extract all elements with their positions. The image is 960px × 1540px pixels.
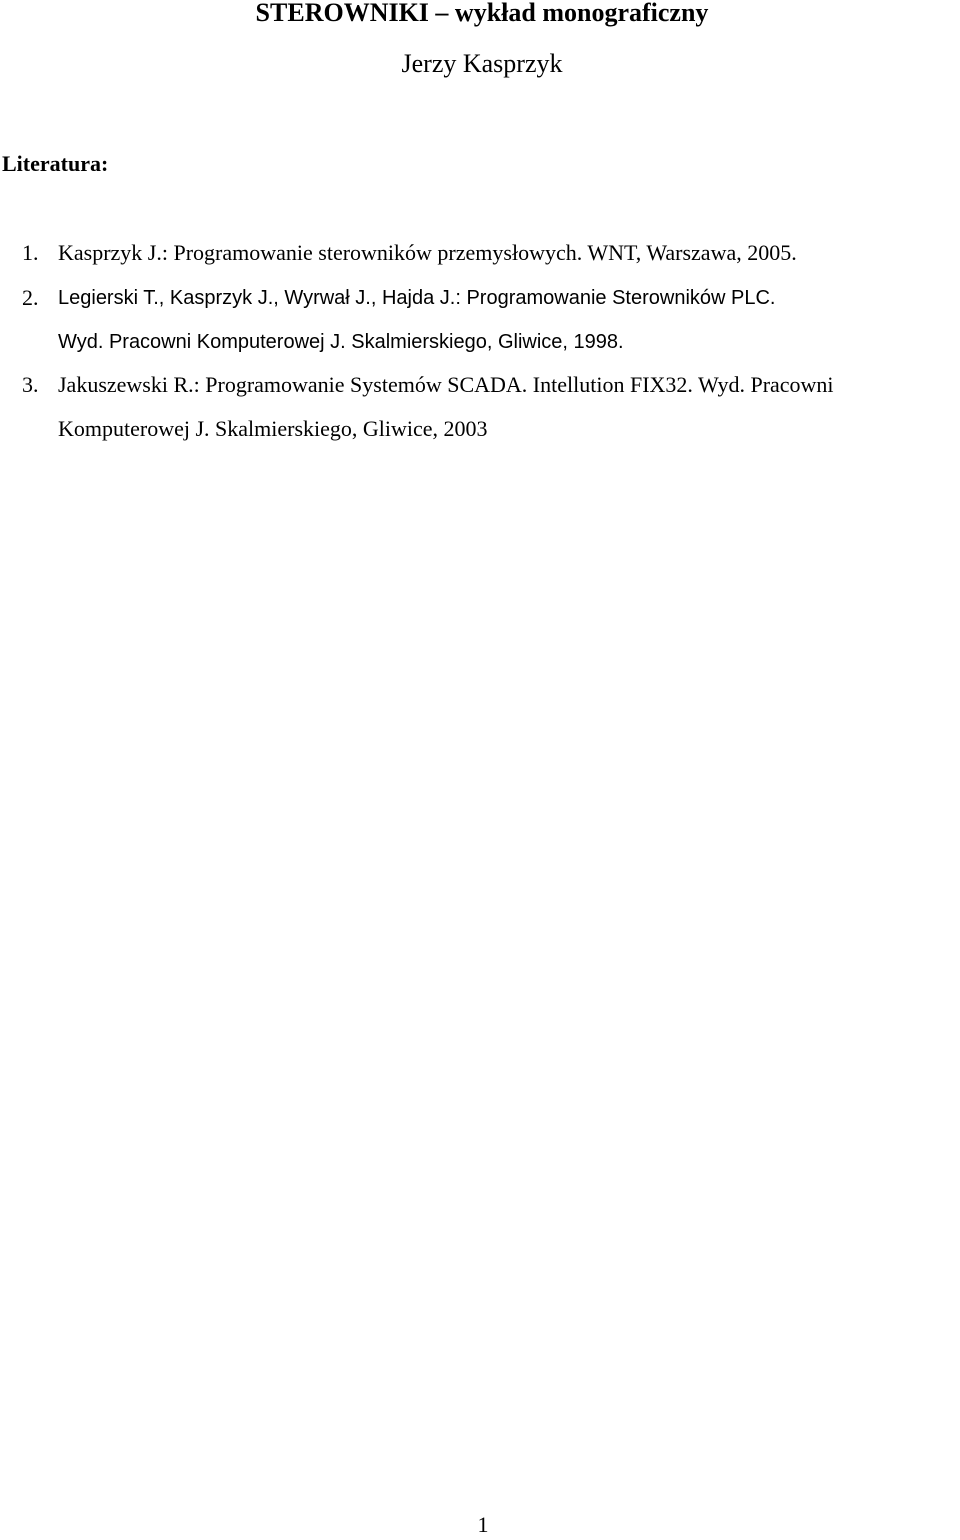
reference-text-line: Komputerowej J. Skalmierskiego, Gliwice, 2003	[58, 416, 488, 441]
reference-text-line: Kasprzyk J.: Programowanie sterowników przemysłowych. WNT, Warszawa, 2005.	[58, 240, 797, 265]
reference-number: 1.	[22, 240, 39, 265]
reference-text-line: Jakuszewski R.: Programowanie Systemów SCADA. Intellution FIX32. Wyd. Pracowni	[58, 372, 834, 397]
reference-text-line: Wyd. Pracowni Komputerowej J. Skalmierskiego, Gliwice, 1998.	[58, 331, 624, 353]
document-author: Jerzy Kasprzyk	[401, 49, 563, 78]
page-number: 1	[477, 1512, 489, 1537]
literature-heading: Literatura:	[2, 151, 109, 176]
reference-number: 3.	[22, 372, 39, 397]
reference-number: 2.	[22, 285, 39, 310]
reference-text-line: Legierski T., Kasprzyk J., Wyrwał J., Hajda J.: Programowanie Sterowników PLC.	[58, 287, 776, 309]
document-title: STEROWNIKI – wykład monograficzny	[255, 0, 709, 27]
